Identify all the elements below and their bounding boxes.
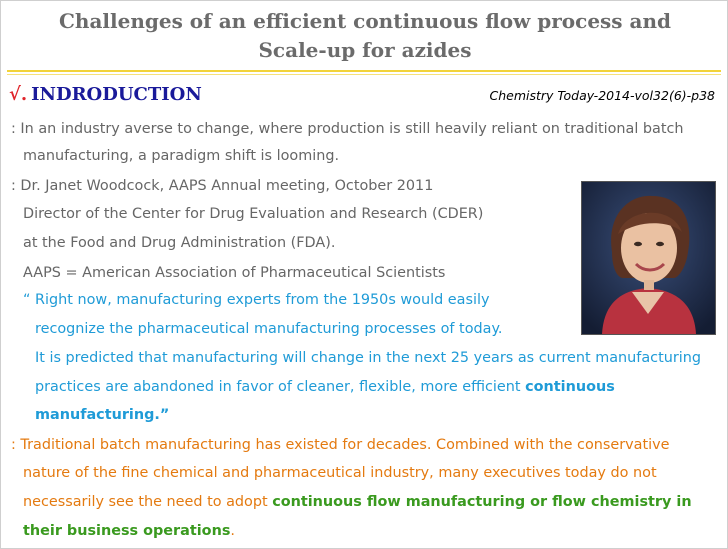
portrait-image [582, 182, 715, 334]
para2-line2: Director of the Center for Drug Evaluation and Research (CDER) [23, 206, 484, 222]
para3-line2: nature of the fine chemical and pharmaceutical industry, many executives today do not [23, 465, 657, 481]
title-divider [7, 70, 721, 72]
para2-line4: AAPS = American Association of Pharmaceutical Scientists [23, 265, 446, 281]
para2-line1: : Dr. Janet Woodcock, AAPS Annual meeting, October 2011 [11, 178, 434, 194]
para1-line2: manufacturing, a paradigm shift is looming. [23, 148, 340, 164]
section-header-row [9, 84, 721, 110]
section-title: INDRODUCTION [31, 84, 202, 105]
para2-line3: at the Food and Drug Administration (FDA). [23, 235, 336, 251]
para3-emphasis-2: their business operations [23, 523, 231, 539]
citation: Chemistry Today-2014-vol32(6)-p38 [489, 88, 715, 103]
slide-title [1, 7, 728, 65]
para1-line1: : In an industry averse to change, where production is still heavily reliant on traditional batch [11, 121, 684, 137]
quote-emphasis: continuous [525, 379, 615, 395]
quote-line5: manufacturing.” [35, 407, 170, 423]
checkmark-icon: √. [9, 84, 28, 105]
section-heading [9, 84, 202, 105]
para3-line3 [23, 492, 692, 512]
para3-line1: : Traditional batch manufacturing has existed for decades. Combined with the conservative [11, 437, 670, 453]
para3-line3-text: necessarily see the need to adopt [23, 494, 273, 510]
title-divider-thin [7, 74, 721, 75]
title-line-1: Challenges of an efficient continuous flow process and [58, 9, 672, 33]
quote-line3: It is predicted that manufacturing will change in the next 25 years as current manufacturing [35, 350, 702, 366]
quote-line1: “ Right now, manufacturing experts from the 1950s would easily [23, 292, 490, 308]
para3-period: . [230, 523, 235, 539]
quote-line2: recognize the pharmaceutical manufacturing processes of today. [35, 321, 503, 337]
para3-line4 [23, 521, 235, 541]
quote-line4 [35, 377, 615, 397]
para3-emphasis: continuous flow manufacturing or flow chemistry in [272, 494, 692, 510]
title-line-2: Scale-up for azides [258, 38, 472, 62]
quote-line4-text: practices are abandoned in favor of cleaner, flexible, more efficient [35, 379, 526, 395]
portrait-photo [581, 181, 716, 335]
